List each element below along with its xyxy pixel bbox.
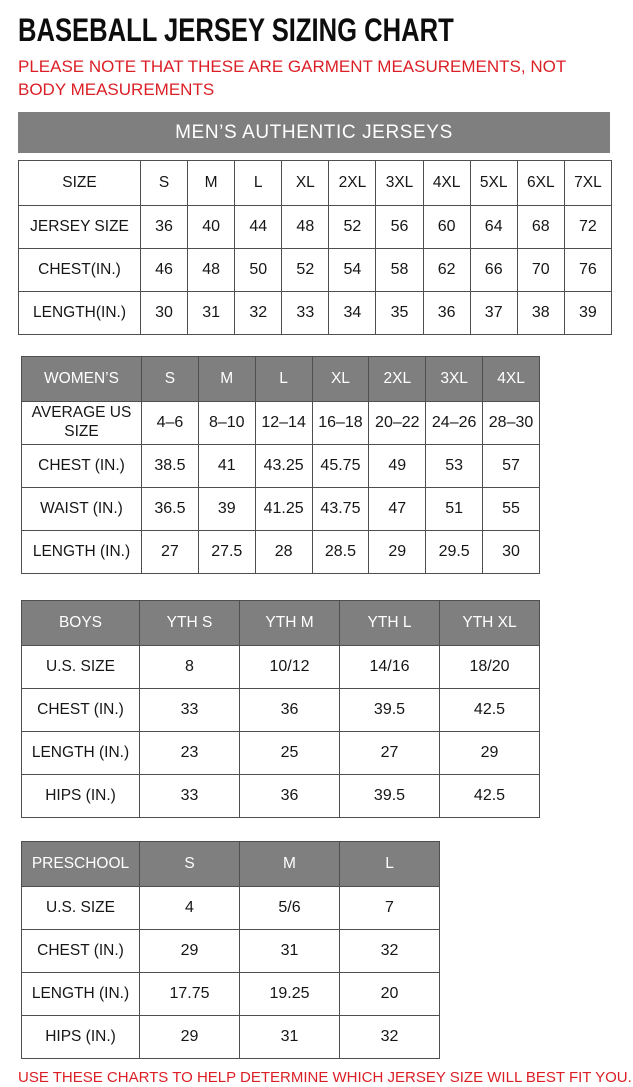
- size-column-header: S: [140, 842, 240, 887]
- value-cell: 41: [198, 445, 255, 488]
- value-cell: 66: [470, 249, 517, 292]
- row-label: U.S. SIZE: [22, 887, 140, 930]
- value-cell: 36: [423, 292, 470, 335]
- row-label: WAIST (IN.): [22, 488, 142, 531]
- size-column-header: YTH L: [340, 601, 440, 646]
- value-cell: 29: [440, 732, 540, 775]
- size-column-header: XL: [282, 161, 329, 206]
- row-label: CHEST (IN.): [22, 445, 142, 488]
- value-cell: 49: [369, 445, 426, 488]
- size-column-header: YTH M: [240, 601, 340, 646]
- size-column-header: 4XL: [483, 357, 540, 402]
- value-cell: 44: [235, 206, 282, 249]
- value-cell: 27: [142, 531, 199, 574]
- value-cell: 8: [140, 646, 240, 689]
- value-cell: 28.5: [312, 531, 369, 574]
- value-cell: 18/20: [440, 646, 540, 689]
- value-cell: 34: [329, 292, 376, 335]
- size-column-header: L: [255, 357, 312, 402]
- row-label: LENGTH(IN.): [19, 292, 141, 335]
- value-cell: 54: [329, 249, 376, 292]
- value-cell: 51: [426, 488, 483, 531]
- table-row: [22, 646, 540, 689]
- size-column-header: 3XL: [426, 357, 483, 402]
- womens-sizing-table: [21, 356, 540, 574]
- value-cell: 36: [240, 689, 340, 732]
- size-column-header: YTH XL: [440, 601, 540, 646]
- value-cell: 70: [517, 249, 564, 292]
- value-cell: 25: [240, 732, 340, 775]
- value-cell: 30: [141, 292, 188, 335]
- table-row: [22, 1016, 440, 1059]
- size-column-header: 2XL: [369, 357, 426, 402]
- fit-advice-note: USE THESE CHARTS TO HELP DETERMINE WHICH JERSEY SIZE WILL BEST FIT YOU.: [18, 1069, 632, 1086]
- value-cell: 29: [140, 930, 240, 973]
- size-column-header: S: [141, 161, 188, 206]
- mens-sizing-table: [18, 160, 612, 335]
- row-label: CHEST (IN.): [22, 689, 140, 732]
- table-row: [22, 973, 440, 1016]
- value-cell: 60: [423, 206, 470, 249]
- value-cell: 17.75: [140, 973, 240, 1016]
- value-cell: 62: [423, 249, 470, 292]
- size-column-header: S: [142, 357, 199, 402]
- value-cell: 8–10: [198, 402, 255, 445]
- value-cell: 53: [426, 445, 483, 488]
- value-cell: 36: [141, 206, 188, 249]
- value-cell: 14/16: [340, 646, 440, 689]
- value-cell: 52: [329, 206, 376, 249]
- table-row: [22, 887, 440, 930]
- row-label: HIPS (IN.): [22, 775, 140, 818]
- value-cell: 37: [470, 292, 517, 335]
- value-cell: 38: [517, 292, 564, 335]
- value-cell: 23: [140, 732, 240, 775]
- table-row: [19, 206, 612, 249]
- value-cell: 33: [282, 292, 329, 335]
- table-title-cell: PRESCHOOL: [22, 842, 140, 887]
- table-header-row: [22, 357, 540, 402]
- row-label: HIPS (IN.): [22, 1016, 140, 1059]
- value-cell: 32: [235, 292, 282, 335]
- size-column-header: 7XL: [564, 161, 611, 206]
- size-column-header: XL: [312, 357, 369, 402]
- table-row: [22, 402, 540, 445]
- value-cell: 7: [340, 887, 440, 930]
- value-cell: 57: [483, 445, 540, 488]
- value-cell: 33: [140, 775, 240, 818]
- value-cell: 27: [340, 732, 440, 775]
- value-cell: 28: [255, 531, 312, 574]
- size-column-header: M: [240, 842, 340, 887]
- value-cell: 39: [564, 292, 611, 335]
- value-cell: 72: [564, 206, 611, 249]
- table-header-row: [22, 842, 440, 887]
- row-label: CHEST(IN.): [19, 249, 141, 292]
- table-row: [22, 732, 540, 775]
- preschool-sizing-table: [21, 841, 440, 1059]
- value-cell: 4–6: [142, 402, 199, 445]
- table-title-cell: WOMEN’S: [22, 357, 142, 402]
- value-cell: 32: [340, 1016, 440, 1059]
- value-cell: 42.5: [440, 775, 540, 818]
- value-cell: 46: [141, 249, 188, 292]
- value-cell: 52: [282, 249, 329, 292]
- value-cell: 38.5: [142, 445, 199, 488]
- value-cell: 29.5: [426, 531, 483, 574]
- value-cell: 68: [517, 206, 564, 249]
- table-header-row: [22, 601, 540, 646]
- value-cell: 16–18: [312, 402, 369, 445]
- table-header-row: [19, 161, 612, 206]
- value-cell: 10/12: [240, 646, 340, 689]
- table-row: [22, 775, 540, 818]
- value-cell: 20–22: [369, 402, 426, 445]
- value-cell: 35: [376, 292, 423, 335]
- table-row: [22, 930, 440, 973]
- table-row: [22, 445, 540, 488]
- value-cell: 55: [483, 488, 540, 531]
- value-cell: 40: [188, 206, 235, 249]
- value-cell: 30: [483, 531, 540, 574]
- size-column-header: 6XL: [517, 161, 564, 206]
- size-column-header: M: [198, 357, 255, 402]
- value-cell: 36: [240, 775, 340, 818]
- value-cell: 31: [240, 1016, 340, 1059]
- boys-sizing-table: [21, 600, 540, 818]
- value-cell: 58: [376, 249, 423, 292]
- size-column-header: L: [340, 842, 440, 887]
- table-row: [19, 249, 612, 292]
- row-label: LENGTH (IN.): [22, 973, 140, 1016]
- table-title-cell: SIZE: [19, 161, 141, 206]
- value-cell: 64: [470, 206, 517, 249]
- size-column-header: 2XL: [329, 161, 376, 206]
- value-cell: 48: [188, 249, 235, 292]
- size-column-header: 3XL: [376, 161, 423, 206]
- value-cell: 4: [140, 887, 240, 930]
- value-cell: 29: [369, 531, 426, 574]
- size-column-header: 4XL: [423, 161, 470, 206]
- size-column-header: M: [188, 161, 235, 206]
- value-cell: 56: [376, 206, 423, 249]
- row-label: CHEST (IN.): [22, 930, 140, 973]
- value-cell: 20: [340, 973, 440, 1016]
- value-cell: 27.5: [198, 531, 255, 574]
- size-column-header: 5XL: [470, 161, 517, 206]
- size-column-header: YTH S: [140, 601, 240, 646]
- value-cell: 28–30: [483, 402, 540, 445]
- row-label: JERSEY SIZE: [19, 206, 141, 249]
- value-cell: 50: [235, 249, 282, 292]
- table-title-cell: BOYS: [22, 601, 140, 646]
- value-cell: 31: [188, 292, 235, 335]
- value-cell: 24–26: [426, 402, 483, 445]
- size-column-header: L: [235, 161, 282, 206]
- value-cell: 43.25: [255, 445, 312, 488]
- table-row: [19, 292, 612, 335]
- value-cell: 76: [564, 249, 611, 292]
- table-row: [22, 488, 540, 531]
- value-cell: 41.25: [255, 488, 312, 531]
- value-cell: 39: [198, 488, 255, 531]
- page-title: BASEBALL JERSEY SIZING CHART: [18, 12, 454, 48]
- value-cell: 33: [140, 689, 240, 732]
- row-label: LENGTH (IN.): [22, 531, 142, 574]
- value-cell: 29: [140, 1016, 240, 1059]
- value-cell: 12–14: [255, 402, 312, 445]
- row-label: LENGTH (IN.): [22, 732, 140, 775]
- value-cell: 19.25: [240, 973, 340, 1016]
- table-row: [22, 531, 540, 574]
- value-cell: 42.5: [440, 689, 540, 732]
- table-row: [22, 689, 540, 732]
- value-cell: 43.75: [312, 488, 369, 531]
- mens-authentic-jerseys-banner: MEN’S AUTHENTIC JERSEYS: [18, 112, 610, 153]
- value-cell: 32: [340, 930, 440, 973]
- value-cell: 39.5: [340, 689, 440, 732]
- value-cell: 31: [240, 930, 340, 973]
- value-cell: 36.5: [142, 488, 199, 531]
- garment-measurements-note: PLEASE NOTE THAT THESE ARE GARMENT MEASUREMENTS, NOT BODY MEASUREMENTS: [18, 57, 566, 99]
- value-cell: 39.5: [340, 775, 440, 818]
- value-cell: 47: [369, 488, 426, 531]
- row-label: AVERAGE US SIZE: [22, 402, 142, 445]
- row-label: U.S. SIZE: [22, 646, 140, 689]
- value-cell: 5/6: [240, 887, 340, 930]
- value-cell: 48: [282, 206, 329, 249]
- value-cell: 45.75: [312, 445, 369, 488]
